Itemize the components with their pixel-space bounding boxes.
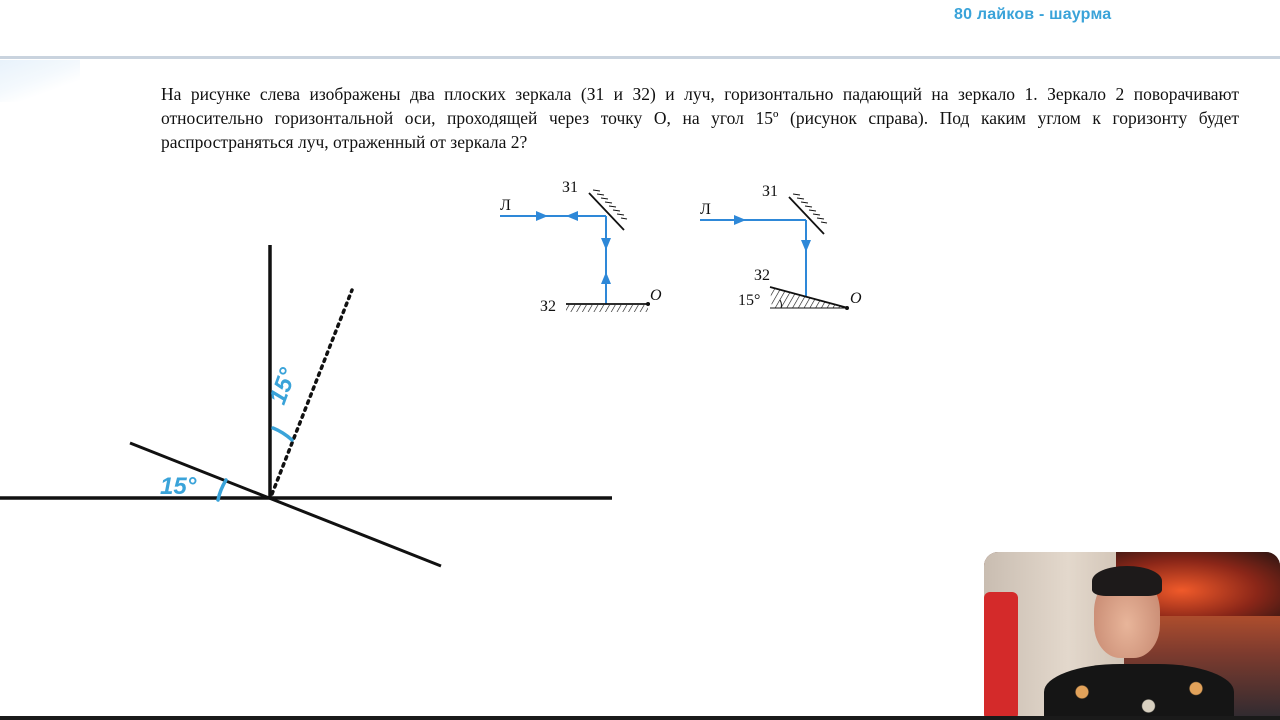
ray-label: Л: [700, 201, 711, 218]
webcam-presenter-hair: [1092, 566, 1162, 596]
webcam-scarf: [984, 592, 1018, 720]
mirror-2-label: З2: [754, 267, 771, 284]
mirror-2-hatch: [566, 305, 648, 312]
header-divider: [0, 56, 1280, 59]
angle-arc-top: [273, 428, 292, 440]
angle-label-top: 15°: [264, 364, 303, 409]
ray-arrow-up: [601, 272, 611, 284]
corner-decoration: [0, 60, 80, 102]
point-o: [845, 306, 849, 310]
ray-arrow-1: [536, 211, 548, 221]
ray-arrow: [734, 215, 746, 225]
likes-banner: 80 лайков - шаурма: [954, 6, 1112, 23]
ray-arrow-down: [801, 240, 811, 252]
mirror-1-label: З1: [762, 183, 779, 200]
top-bar: [0, 0, 1280, 57]
problem-statement: На рисунке слева изображены два плоских зеркала (З1 и З2) и луч, горизонтально падающий на зеркало 1. Зеркало 2 поворачивают относительно горизонтальной оси, проходящей через точку О, на угол 15º (рисунок справа). Под каким углом к горизонту будет распространяться луч, отраженный от зеркала 2?: [161, 84, 1239, 152]
ray-arrow-2: [566, 211, 578, 221]
hand-sketch: [0, 245, 612, 566]
mirror-1-label: З1: [562, 179, 579, 196]
figure-right: [700, 183, 862, 310]
point-label: O: [650, 287, 662, 304]
angle-label-left: 15°: [160, 473, 197, 500]
ray-arrow-down: [601, 238, 611, 250]
presenter-webcam: [984, 552, 1280, 720]
bottom-edge: [0, 716, 1280, 720]
ray-label: Л: [500, 197, 511, 214]
figure-left: [500, 179, 662, 315]
point-label: O: [850, 290, 862, 307]
mirror-2-label: З2: [540, 298, 557, 315]
angle-label: 15°: [738, 292, 761, 309]
tilted-mirror-line: [130, 443, 441, 566]
webcam-shirt: [1044, 664, 1234, 720]
